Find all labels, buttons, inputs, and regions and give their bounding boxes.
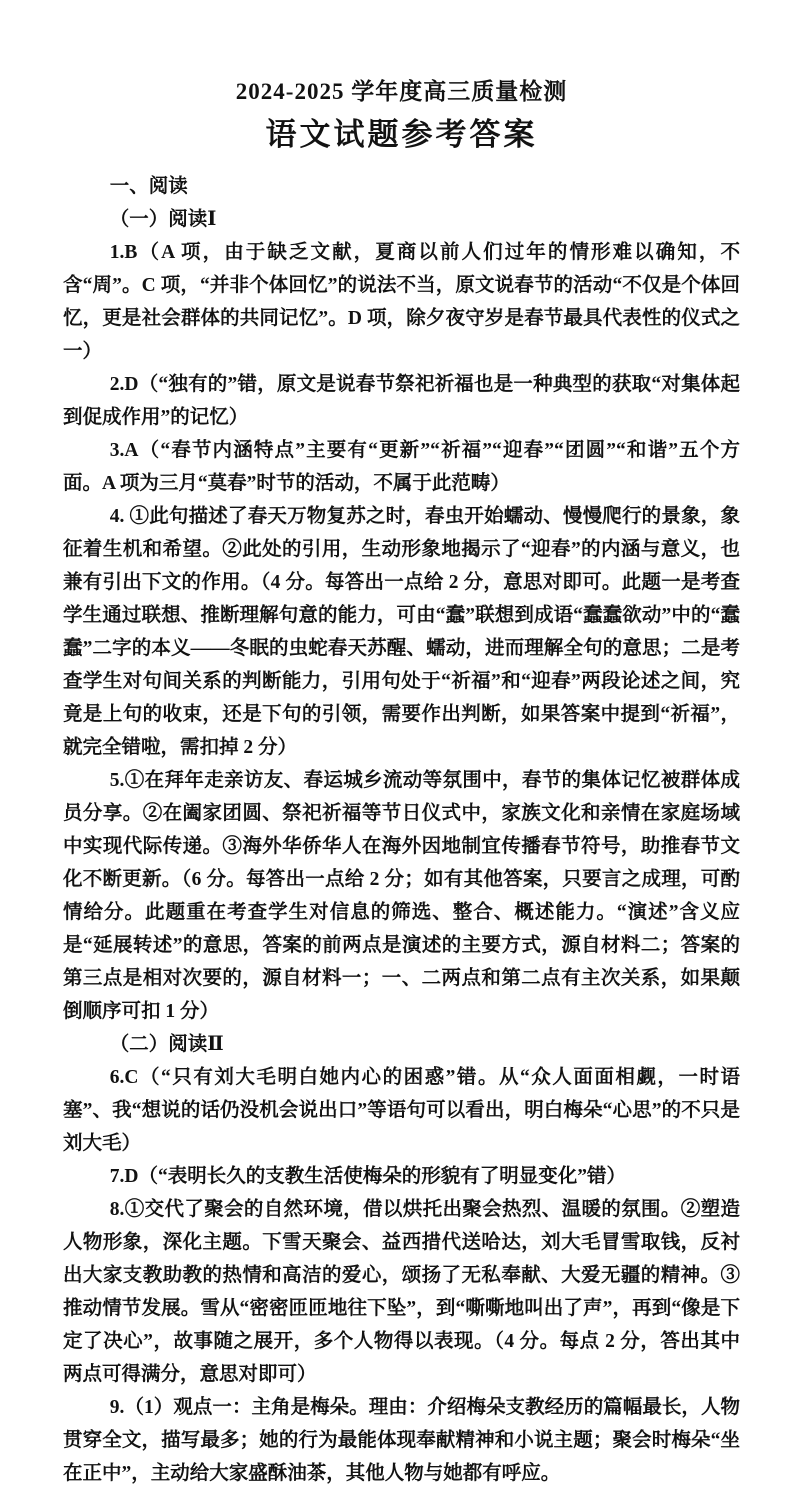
subsection-heading-reading-1: （一）阅读Ⅰ xyxy=(109,209,217,231)
answer-key-title: 语文试题参考答案 xyxy=(265,116,538,152)
answer-item-8: 8.①交代了聚会的自然环境，借以烘托出聚会热烈、温暖的氛围。②塑造人物形象，深化主题。下雪天聚会、益西措代送哈达，刘大毛冒雪取钱，反衬出大家支教助教的热情和高洁的爱心，颂扬了无私奉献、大爱无疆的精神。③推动情节发展。雪从“密密匝匝地往下坠”，到“嘶嘶地叫出了声”，再到“像是下定了决心”，故事随之展开，多个人物得以表现。（4 分。每点 2 分，答出其中两点可得满分，意思对即可） xyxy=(63,1199,740,1386)
answer-item-5: 5.①在拜年走亲访友、春运城乡流动等氛围中，春节的集体记忆被群体成员分享。②在阖家团圆、祭祀祈福等节日仪式中，家族文化和亲情在家庭场域中实现代际传递。③海外华侨华人在海外因地制宜传播春节符号，助推春节文化不断更新。（6 分。每答出一点给 2 分；如有其他答案，只要言之成理，可酌情给分。此题重在考查学生对信息的筛选、整合、概述能力。“演述”含义应是“延展转述”的意思，答案的前两点是演述的主要方式，源自材料二；答案的第三点是相对次要的，源自材料一；一、二两点和第二点有主次关系，如果颠倒顺序可扣 1 分） xyxy=(63,770,740,1023)
section-heading-reading: 一、阅读 xyxy=(109,176,188,198)
answer-item-4: 4. ①此句描述了春天万物复苏之时，春虫开始蠕动、慢慢爬行的景象，象征着生机和希望。②此处的引用，生动形象地揭示了“迎春”的内涵与意义，也兼有引出下文的作用。（4 分。每答出一点给 2 分，意思对即可。此题一是考查学生通过联想、推断理解句意的能力，可由“蠢”联想到成语“蠢蠢欲动”中的“蠢蠢”二字的本义——冬眠的虫蛇春天苏醒、蠕动，进而理解全句的意思；二是考查学生对句间关系的判断能力，引用句处于“祈福”和“迎春”两段论述之间，究竟是上句的收束，还是下句的引领，需要作出判断，如果答案中提到“祈福”，就完全错啦，需扣掉 2 分） xyxy=(63,506,740,759)
answer-item-3: 3.A（“春节内涵特点”主要有“更新”“祈福”“迎春”“团圆”“和谐”五个方面。A 项为三月“莫春”时节的活动，不属于此范畴） xyxy=(63,440,740,495)
subsection-heading-reading-2: （二）阅读Ⅱ xyxy=(109,1034,224,1056)
answer-item-6: 6.C（“只有刘大毛明白她内心的困惑”错。从“众人面面相觑，一时语塞”、我“想说的话仍没机会说出口”等语句可以看出，明白梅朵“心思”的不只是刘大毛） xyxy=(63,1067,740,1155)
answer-item-9: 9.（1）观点一：主角是梅朵。理由：介绍梅朵支教经历的篇幅最长，人物贯穿全文，描写最多；她的行为最能体现奉献精神和小说主题；聚会时梅朵“坐在正中”，主动给大家盛酥油茶，其他人物与她都有呼应。 xyxy=(63,1397,740,1485)
exam-title: 2024-2025 学年度高三质量检测 xyxy=(235,79,568,104)
answer-item-1: 1.B（A 项，由于缺乏文献，夏商以前人们过年的情形难以确知，不含“周”。C 项，“并非个体回忆”的说法不当，原文说春节的活动“不仅是个体回忆，更是社会群体的共同记忆”。D 项，除夕夜守岁是春节最具代表性的仪式之一） xyxy=(63,242,740,363)
answer-item-7: 7.D（“表明长久的支教生活使梅朵的形貌有了明显变化”错） xyxy=(109,1166,627,1188)
answer-item-2: 2.D（“独有的”错，原文是说春节祭祀祈福也是一种典型的获取“对集体起到促成作用”的记忆） xyxy=(63,374,740,429)
